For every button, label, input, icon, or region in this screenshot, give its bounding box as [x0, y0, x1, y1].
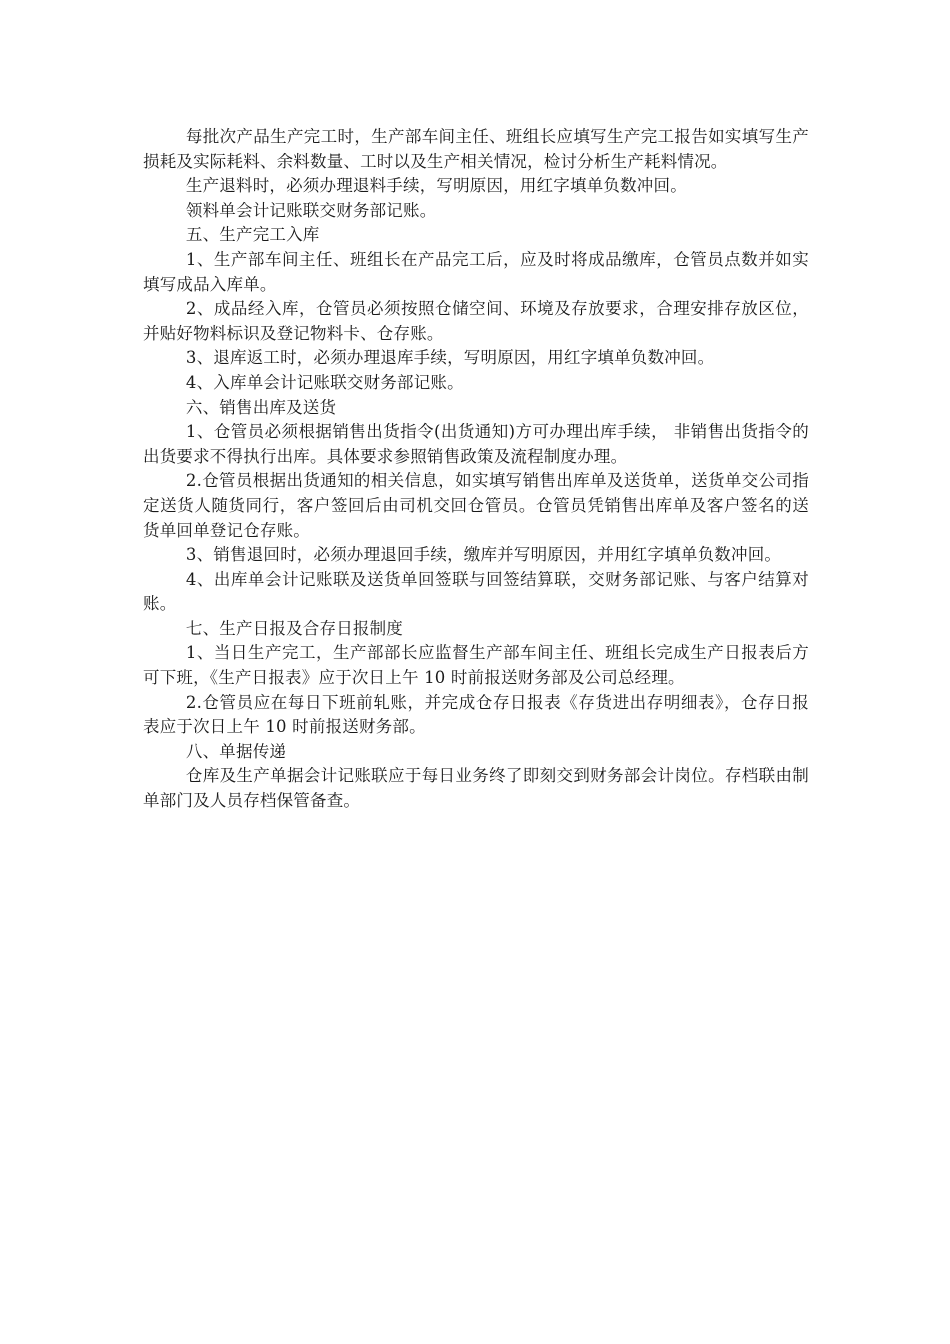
document-body — [143, 125, 809, 814]
paragraph-material-return: 生产退料时，必须办理退料手续，写明原因，用红字填单负数冲回。 — [185, 176, 687, 196]
paragraph-5-2: 2、成品经入库，仓管员必须按照仓储空间、环境及存放要求，合理安排存放区位，并贴好物料标识及登记物料卡、仓存账。 — [143, 299, 809, 343]
paragraph-5-1: 1、生产部车间主任、班组长在产品完工后，应及时将成品缴库，仓管员点数并如实填写成品入库单。 — [143, 249, 809, 294]
paragraph-7-2: 2.仓管员应在每日下班前轧账，并完成仓存日报表《存货进出存明细表》，仓存日报表应于次日上午 10 时前报送财务部。 — [143, 692, 809, 737]
paragraph-5-3: 3、退库返工时，必须办理退库手续，写明原因，用红字填单负数冲回。 — [185, 348, 715, 368]
paragraph-6-2: 2.仓管员根据出货通知的相关信息，如实填写销售出库单及送货单，送货单交公司指定送货人随货同行，客户签回后由司机交回仓管员。仓管员凭销售出库单及客户签名的送货单回单登记仓存账。 — [143, 471, 809, 540]
section-heading-5: 五、生产完工入库 — [185, 225, 320, 245]
paragraph-6-1: 1、仓管员必须根据销售出货指令(出货通知)方可办理出库手续， 非销售出货指令的出货要求不得执行出库。具体要求参照销售政策及流程制度办理。 — [143, 422, 809, 466]
paragraph-5-4: 4、入库单会计记账联交财务部记账。 — [185, 372, 464, 392]
section-heading-7: 七、生产日报及合存日报制度 — [185, 618, 403, 638]
paragraph-7-1: 1、当日生产完工，生产部部长应监督生产部车间主任、班组长完成生产日报表后方可下班，《生产日报表》应于次日上午 10 时前报送财务部及公司总经理。 — [143, 643, 809, 688]
paragraph-requisition-accounting: 领料单会计记账联交财务部记账。 — [185, 200, 437, 220]
section-heading-6: 六、销售出库及送货 — [185, 397, 337, 417]
paragraph-production-report: 每批次产品生产完工时，生产部车间主任、班组长应填写生产完工报告如实填写生产损耗及实际耗料、余料数量、工时以及生产相关情况，检讨分析生产耗料情况。 — [143, 127, 809, 171]
paragraph-8-1: 仓库及生产单据会计记账联应于每日业务终了即刻交到财务部会计岗位。存档联由制单部门及人员存档保管备查。 — [143, 766, 809, 811]
paragraph-6-3: 3、销售退回时，必须办理退回手续，缴库并写明原因，并用红字填单负数冲回。 — [185, 545, 782, 565]
section-heading-8: 八、单据传递 — [185, 741, 287, 761]
paragraph-6-4: 4、出库单会计记账联及送货单回签联与回签结算联，交财务部记账、与客户结算对账。 — [143, 569, 809, 614]
